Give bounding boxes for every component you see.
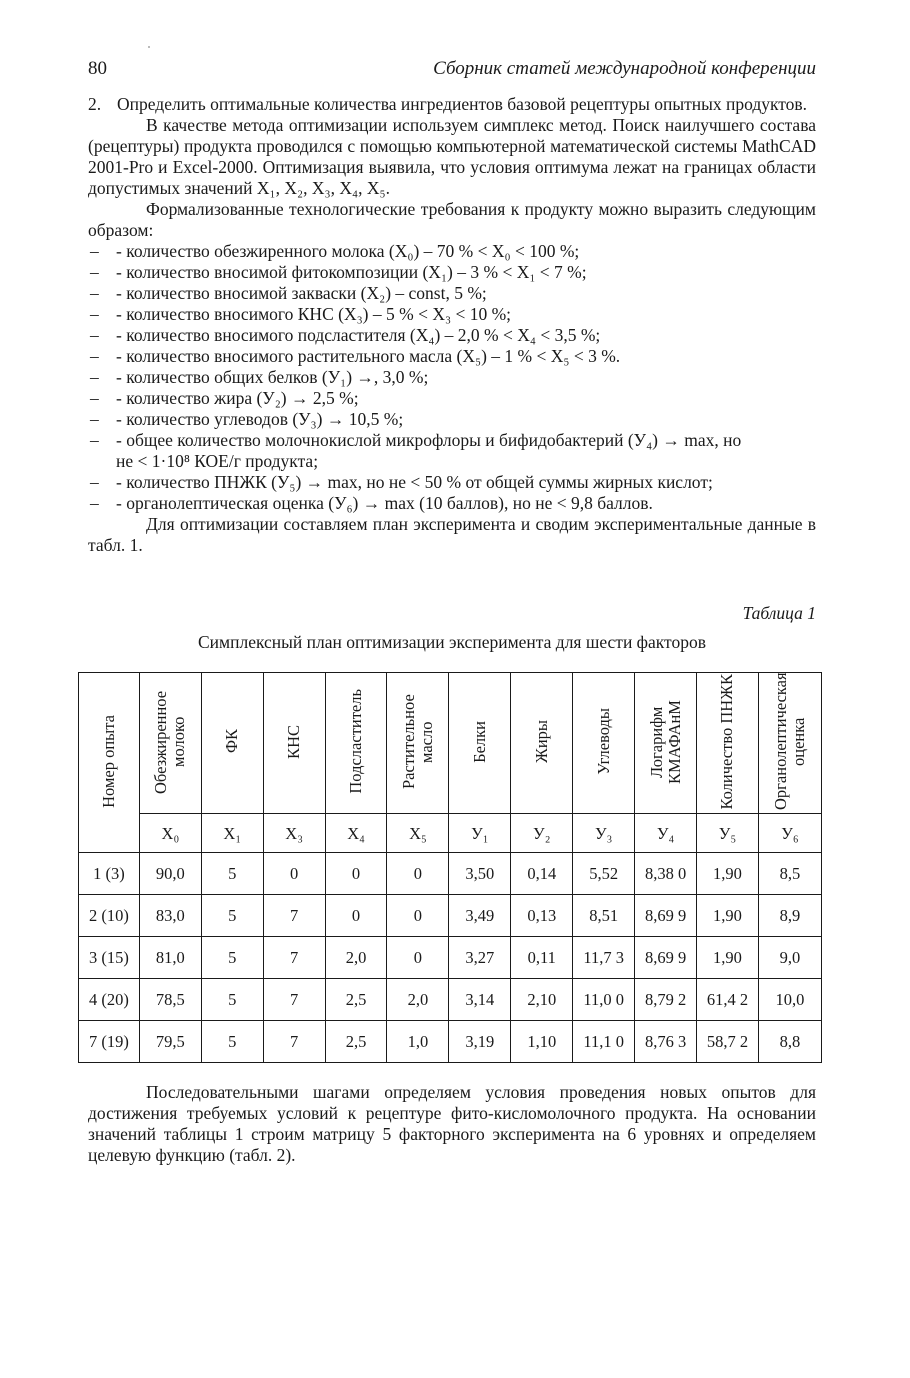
table-cell: 0 — [325, 895, 387, 937]
list-item-continuation: не < 1·10⁸ КОЕ/г продукта; — [116, 451, 319, 471]
paragraph-closing: Последовательными шагами определяем условия проведения новых опытов для достижения требуемых условий к рецептуре фито-кисломолочного продукта. На основании значений таблицы 1 строим матрицу 5 факторного эксперимента на 6 уровнях и определяем целевую функцию (табл. 2). — [88, 1082, 816, 1165]
table-cell: 61,4 2 — [697, 979, 759, 1021]
numbered-item — [88, 94, 816, 115]
header-cell: Органолептическая оценка — [758, 673, 821, 814]
table-cell: 8,38 0 — [635, 853, 697, 895]
table-cell: 2,0 — [387, 979, 449, 1021]
header-cell: Подсластитель — [325, 673, 387, 814]
page-number: 80 — [88, 58, 107, 79]
table-cell: 0 — [263, 853, 325, 895]
header-cell: КНС — [263, 673, 325, 814]
table-cell: 78,5 — [139, 979, 201, 1021]
table-cell: 8,69 9 — [635, 937, 697, 979]
list-item: – - органолептическая оценка (У₆) → max (10 баллов), но не < 9,8 баллов. — [90, 493, 653, 513]
header-cell: Растительное масло — [387, 673, 449, 814]
table-cell: 0,13 — [511, 895, 573, 937]
table-label: Таблица 1 — [742, 603, 816, 623]
table-cell: 5 — [201, 895, 263, 937]
table-row — [79, 853, 822, 895]
list-item: – - количество вносимого растительного масла (X₅) – 1 % < X₅ < 3 %. — [90, 346, 621, 366]
symbol-cell: X₃ — [263, 814, 325, 853]
table-cell: 8,69 9 — [635, 895, 697, 937]
table-cell: 8,79 2 — [635, 979, 697, 1021]
table-cell: 58,7 2 — [697, 1021, 759, 1063]
table-cell: 1,0 — [387, 1021, 449, 1063]
table-cell: 1,90 — [697, 937, 759, 979]
list-item: – - количество вносимого подсластителя (X₄) – 2,0 % < X₄ < 3,5 %; — [90, 325, 601, 345]
table-cell: 1,90 — [697, 853, 759, 895]
table-header-row — [79, 673, 822, 814]
item-text: Определить оптимальные количества ингредиентов базовой рецептуры опытных продуктов. — [117, 94, 808, 114]
list-item: – - количество вносимого КНС (X₃) – 5 % < X₃ < 10 %; — [90, 304, 512, 324]
table-cell: 8,8 — [758, 1021, 821, 1063]
symbol-cell: У₅ — [697, 814, 759, 853]
table-cell: 2 (10) — [79, 895, 140, 937]
table-cell: 3 (15) — [79, 937, 140, 979]
table-cell: 3,27 — [449, 937, 511, 979]
table-cell: 1 (3) — [79, 853, 140, 895]
table-cell: 8,9 — [758, 895, 821, 937]
body-text — [88, 94, 816, 556]
closing-paragraph-block — [88, 1082, 816, 1166]
table-row — [79, 979, 822, 1021]
table-symbol-row — [79, 814, 822, 853]
symbol-cell: X₅ — [387, 814, 449, 853]
table-cell: 10,0 — [758, 979, 821, 1021]
header-cell: Углеводы — [573, 673, 635, 814]
table-cell: 79,5 — [139, 1021, 201, 1063]
symbol-cell: X₁ — [201, 814, 263, 853]
table-cell: 7 — [263, 1021, 325, 1063]
header-cell: ФК — [201, 673, 263, 814]
symbol-cell: У₁ — [449, 814, 511, 853]
list-item: – - общее количество молочнокислой микрофлоры и бифидобактерий (У₄) → max, но — [90, 430, 742, 450]
scan-speck — [148, 46, 150, 48]
table-cell: 5 — [201, 1021, 263, 1063]
header-cell: Обезжиренное молоко — [139, 673, 201, 814]
table-cell: 1,10 — [511, 1021, 573, 1063]
table-cell: 7 — [263, 937, 325, 979]
table-cell: 11,0 0 — [573, 979, 635, 1021]
paragraph-method: В качестве метода оптимизации используем симплекс метод. Поиск наилучшего состава (рецептуры) продукта проводился с помощью компьютерной математической системы MathCAD 2001-Pro и Excel-2000. Оптимизация выявила, что условия оптимума лежат на границах области допустимых значений X₁, X₂, X₃, X₄, X₅. — [88, 115, 816, 198]
list-item: – - количество вносимой фитокомпозиции (X₁) – 3 % < X₁ < 7 %; — [90, 262, 587, 282]
table-body — [79, 853, 822, 1063]
list-item: – - количество углеводов (У₃) → 10,5 %; — [90, 409, 404, 429]
symbol-cell: X₄ — [325, 814, 387, 853]
table-cell: 2,10 — [511, 979, 573, 1021]
table-cell: 7 — [263, 979, 325, 1021]
list-item: – - количество ПНЖК (У₅) → max, но не < 50 % от общей суммы жирных кислот; — [90, 472, 713, 492]
table-cell: 9,0 — [758, 937, 821, 979]
table-cell: 90,0 — [139, 853, 201, 895]
table-cell: 0 — [325, 853, 387, 895]
table-cell: 5 — [201, 853, 263, 895]
simplex-plan-table — [78, 672, 822, 1063]
paragraph-plan: Для оптимизации составляем план эксперимента и сводим экспериментальные данные в табл. 1. — [88, 514, 816, 555]
table-cell: 2,5 — [325, 1021, 387, 1063]
symbol-cell: X₀ — [139, 814, 201, 853]
symbol-cell: У₂ — [511, 814, 573, 853]
symbol-cell: У₄ — [635, 814, 697, 853]
table-row — [79, 895, 822, 937]
item-number: 2. — [88, 94, 102, 114]
table-cell: 5 — [201, 937, 263, 979]
header-cell: Белки — [449, 673, 511, 814]
header-cell: Логарифм КМАФАнМ — [635, 673, 697, 814]
symbol-cell: У₆ — [758, 814, 821, 853]
table-cell: 8,76 3 — [635, 1021, 697, 1063]
list-item: – - количество обезжиренного молока (X₀) – 70 % < X₀ < 100 %; — [90, 241, 580, 261]
table-cell: 0 — [387, 895, 449, 937]
table-cell: 5,52 — [573, 853, 635, 895]
table-row — [79, 937, 822, 979]
requirements-list — [88, 241, 816, 451]
table-cell: 8,5 — [758, 853, 821, 895]
table-cell: 7 — [263, 895, 325, 937]
table-cell: 2,0 — [325, 937, 387, 979]
table-cell: 7 (19) — [79, 1021, 140, 1063]
table-cell: 11,7 3 — [573, 937, 635, 979]
list-item: – - количество жира (У₂) → 2,5 %; — [90, 388, 359, 408]
table-cell: 0 — [387, 853, 449, 895]
table-cell: 3,19 — [449, 1021, 511, 1063]
running-header: Сборник статей международной конференции — [433, 58, 816, 79]
table-cell: 4 (20) — [79, 979, 140, 1021]
table-cell: 2,5 — [325, 979, 387, 1021]
list-item: – - количество вносимой закваски (X₂) – const, 5 %; — [90, 283, 487, 303]
table-cell: 0,14 — [511, 853, 573, 895]
table-cell: 3,49 — [449, 895, 511, 937]
table-cell: 3,14 — [449, 979, 511, 1021]
symbol-cell: У₃ — [573, 814, 635, 853]
table-cell: 0,11 — [511, 937, 573, 979]
list-item: – - количество общих белков (У₁) →, 3,0 %; — [90, 367, 429, 387]
header-cell: Количество ПНЖК — [697, 673, 759, 814]
table-cell: 8,51 — [573, 895, 635, 937]
table-cell: 0 — [387, 937, 449, 979]
header-cell: Номер опыта — [79, 673, 140, 853]
table-cell: 1,90 — [697, 895, 759, 937]
table-cell: 83,0 — [139, 895, 201, 937]
paragraph-requirements-intro: Формализованные технологические требования к продукту можно выразить следующим образом: — [88, 199, 816, 240]
table-cell: 81,0 — [139, 937, 201, 979]
requirements-list-continued — [88, 472, 816, 514]
table-cell: 11,1 0 — [573, 1021, 635, 1063]
table-cell: 5 — [201, 979, 263, 1021]
header-cell: Жиры — [511, 673, 573, 814]
table-caption: Симплексный план оптимизации эксперимента для шести факторов — [197, 632, 706, 652]
table-cell: 3,50 — [449, 853, 511, 895]
table-row — [79, 1021, 822, 1063]
